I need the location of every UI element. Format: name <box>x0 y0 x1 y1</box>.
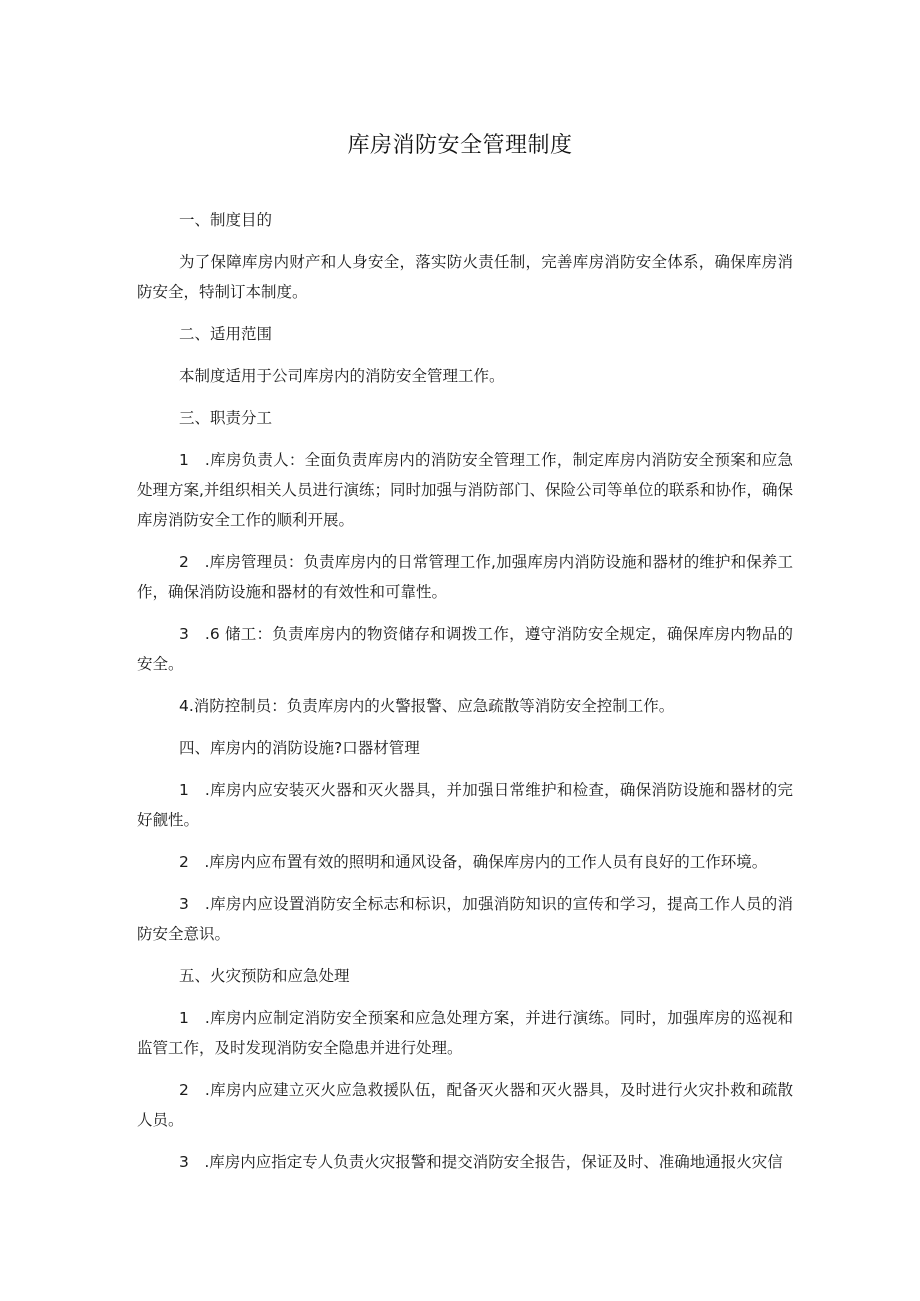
paragraph-duty-4: 4.消防控制员：负责库房内的火警报警、应急疏散等消防安全控制工作。 <box>179 697 675 715</box>
section-heading-prevention: 五、火灾预防和应急处理 <box>179 967 350 985</box>
section-heading-scope: 二、适用范围 <box>179 325 273 343</box>
paragraph-duty-1: 1 .库房负责人：全面负责库房内的消防安全管理工作，制定库房内消防安全预案和应急处理方案,并组织相关人员进行演练；同时加强与消防部门、保险公司等单位的联系和协作，确保库房消防安全工作的顺利开展。 <box>137 451 793 529</box>
paragraph-purpose: 为了保障库房内财产和人身安全，落实防火责任制，完善库房消防安全体系，确保库房消防安全，特制订本制度。 <box>137 253 793 301</box>
section-heading-purpose: 一、制度目的 <box>179 211 273 229</box>
paragraph-prevention-1: 1 .库房内应制定消防安全预案和应急处理方案，并进行演练。同时，加强库房的巡视和监管工作，及时发现消防安全隐患并进行处理。 <box>137 1009 793 1057</box>
section-heading-facilities: 四、库房内的消防设施?口器材管理 <box>179 739 420 757</box>
paragraph-duty-3: 3 .6 储工：负责库房内的物资储存和调拨工作，遵守消防安全规定，确保库房内物品的安全。 <box>137 625 793 673</box>
paragraph-facility-2: 2 .库房内应布置有效的照明和通风设备，确保库房内的工作人员有良好的工作环境。 <box>179 853 768 871</box>
paragraph-scope: 本制度适用于公司库房内的消防安全管理工作。 <box>179 367 505 385</box>
paragraph-facility-3: 3 .库房内应设置消防安全标志和标识，加强消防知识的宣传和学习，提高工作人员的消防安全意识。 <box>137 895 793 943</box>
paragraph-facility-1: 1 .库房内应安装灭火器和灭火器具，并加强日常维护和检查，确保消防设施和器材的完好觎性。 <box>137 781 793 829</box>
paragraph-duty-2: 2 .库房管理员：负责库房内的日常管理工作,加强库房内消防设施和器材的维护和保养工作，确保消防设施和器材的有效性和可靠性。 <box>137 553 793 601</box>
document-title: 库房消防安全管理制度 <box>347 133 573 158</box>
paragraph-prevention-2: 2 .库房内应建立灭火应急救援队伍，配备灭火器和灭火器具，及时进行火灾扑救和疏散人员。 <box>137 1081 793 1129</box>
paragraph-prevention-3: 3 .库房内应指定专人负责火灾报警和提交消防安全报告，保证及时、准确地通报火灾信 <box>179 1153 783 1171</box>
document-body <box>137 205 793 1189</box>
section-heading-duties: 三、职责分工 <box>179 409 273 427</box>
